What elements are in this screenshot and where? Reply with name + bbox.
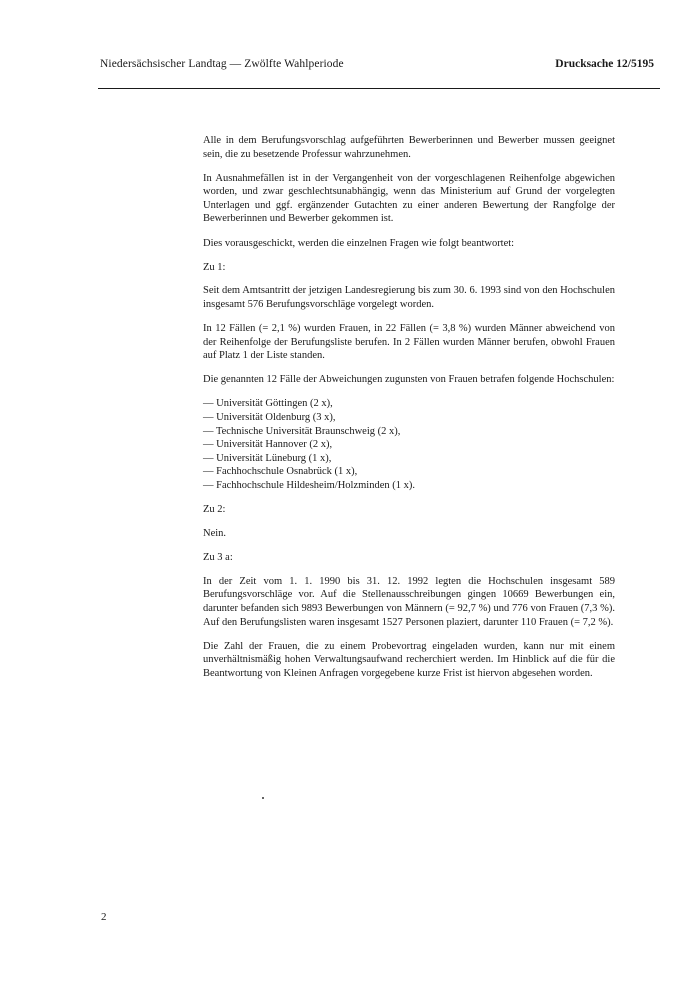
section-label-zu-1: Zu 1: [203, 261, 226, 273]
list-item: — Universität Oldenburg (3 x), [203, 411, 615, 425]
document-number: Drucksache 12/5195 [555, 58, 654, 70]
list-item: — Fachhochschule Osnabrück (1 x), [203, 465, 615, 479]
header-divider [98, 88, 660, 89]
scan-speck [262, 797, 264, 799]
document-body [203, 134, 615, 691]
list-item: — Technische Universität Braunschweig (2 x), [203, 425, 615, 439]
paragraph-9: Die Zahl der Frauen, die zu einem Probevortrag eingeladen wurden, kann nur mit einem unverhältnismäßig hohen Verwaltungsaufwand recherchiert werden. Im Hinblick auf die für die Beantwortung von Kleinen Anfragen vorgegebene kurze Frist ist hiervon abgesehen worden. [203, 640, 615, 679]
list-item: — Universität Göttingen (2 x), [203, 397, 615, 411]
list-item: — Fachhochschule Hildesheim/Holzminden (1 x). [203, 479, 615, 493]
paragraph-4: Seit dem Amtsantritt der jetzigen Landesregierung bis zum 30. 6. 1993 sind von den Hochschulen insgesamt 576 Berufungsvorschläge vorgelegt worden. [203, 285, 615, 310]
university-list [203, 397, 615, 492]
page-number: 2 [101, 911, 107, 923]
paragraph-3: Dies vorausgeschickt, werden die einzelnen Fragen wie folgt beantwortet: [203, 237, 515, 249]
list-item: — Universität Hannover (2 x), [203, 438, 615, 452]
paragraph-6: Die genannten 12 Fälle der Abweichungen zugunsten von Frauen betrafen folgende Hochschulen: [203, 374, 615, 386]
paragraph-7: Nein. [203, 528, 227, 540]
section-label-zu-2: Zu 2: [203, 504, 226, 516]
paragraph-2: In Ausnahmefällen ist in der Vergangenheit von der vorgeschlagenen Reihenfolge abgewichen worden, und zwar geschlechtsunabhängig, wenn das Ministerium auf Grund der vorgelegten Unterlagen und ggf. ergänzender Gutachten zu einer anderen Bewertung der Rangfolge der Bewerberinnen und Bewerber gekommen ist. [203, 172, 615, 225]
list-item: — Universität Lüneburg (1 x), [203, 452, 615, 466]
paragraph-5: In 12 Fällen (= 2,1 %) wurden Frauen, in 22 Fällen (= 3,8 %) wurden Männer abweichend von der Reihenfolge der Berufungsliste berufen. In 2 Fällen wurden Männer berufen, obwohl Frauen auf Platz 1 der Liste standen. [203, 322, 615, 362]
paragraph-8: In der Zeit vom 1. 1. 1990 bis 31. 12. 1992 legten die Hochschulen insgesamt 589 Berufungsvorschläge vor. Auf die Stellenausschreibungen gingen 10669 Bewerbungen ein, darunter befanden sich 9893 Bewerbungen von Männern (= 92,7 %) und 776 von Frauen (7,3 %). Auf den Berufungslisten waren insgesamt 1527 Personen plaziert, darunter 110 Frauen (= 7,2 %). [203, 575, 615, 628]
paragraph-1: Alle in dem Berufungsvorschlag aufgeführten Bewerberinnen und Bewerber mussen geeignet sein, die zu besetzende Professur wahrzunehmen. [203, 135, 615, 160]
header-title: Niedersächsischer Landtag — Zwölfte Wahlperiode [100, 58, 344, 70]
section-label-zu-3a: Zu 3 a: [203, 552, 233, 564]
